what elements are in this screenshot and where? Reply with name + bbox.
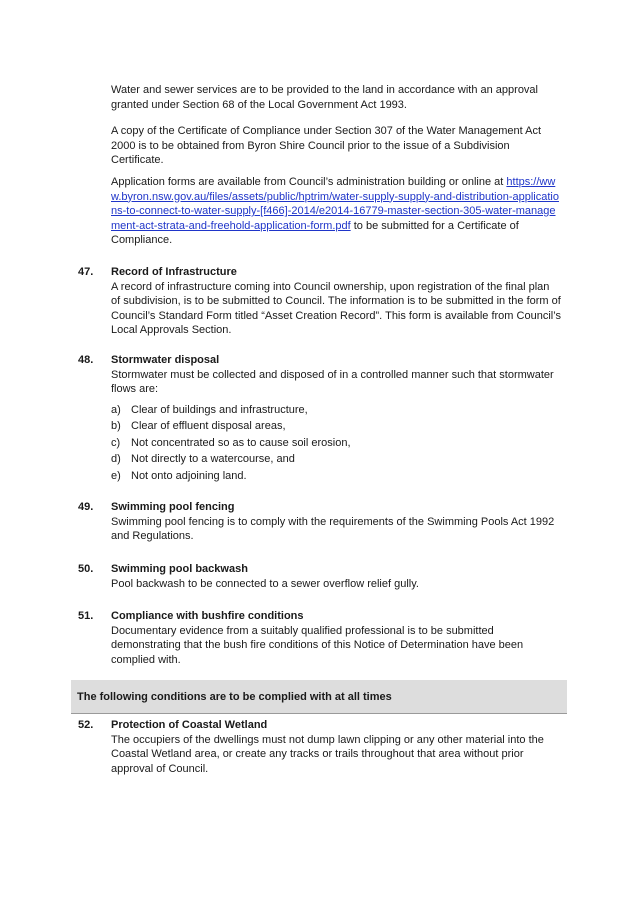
condition-49 [111,500,561,544]
condition-51-text: Documentary evidence from a suitably qualified professional is to be submitted demonstrating that the bush fire conditions of this Notice of Determination have been complied with. [111,624,524,666]
list-item: e) Not onto adjoining land. [111,469,247,482]
application-form-link[interactable]: https://www.byron.nsw.gov.au/files/assets/public/hptrim/water-supply-supply-and-distribution-applications-to-connect-to-water-supply-[f466]-2014/e2014-16779-master-section-305-water-management-act-strata-and-freehold-application-form.pdf [111,176,559,232]
intro-paragraph-3 [111,175,561,248]
condition-50-number: 50. [78,563,94,575]
condition-49-number: 49. [78,501,94,513]
list-item: c) Not concentrated so as to cause soil erosion, [111,436,351,449]
condition-48-title: Stormwater disposal [111,354,220,366]
condition-52-text: The occupiers of the dwellings must not dump lawn clipping or any other material into the Coastal Wetland area, or create any tracks or trails throughout that area without prior approval of Council. [111,733,544,775]
list-item: b) Clear of effluent disposal areas, [111,420,286,432]
condition-47-number: 47. [78,266,94,278]
condition-52-title: Protection of Coastal Wetland [111,719,268,731]
list-item: a) Clear of buildings and infrastructure, [111,403,308,416]
condition-51 [111,609,561,667]
condition-48-text: Stormwater must be collected and disposed of in a controlled manner such that stormwater flows are: [111,368,554,395]
condition-49-title: Swimming pool fencing [111,501,235,513]
section-banner-text: The following conditions are to be complied with at all times [77,690,392,703]
intro-text-before-link: Application forms are available from Council’s administration building or online at [111,176,507,188]
condition-48 [111,353,561,485]
condition-51-number: 51. [78,610,94,622]
condition-48-number: 48. [78,354,94,366]
condition-50-title: Swimming pool backwash [111,563,248,575]
condition-51-title: Compliance with bushfire conditions [111,610,304,622]
condition-47-text: A record of infrastructure coming into Council ownership, upon registration of the final plan of subdivision, is to be submitted to Council. The information is to be submitted in the form of Council’s Standard Form titled “Asset Creation Record”. This form is available from Council’s Local Approvals Section. [111,280,561,336]
condition-50 [111,562,561,591]
condition-52-number: 52. [78,719,94,731]
stormwater-list [111,403,561,484]
intro-paragraph-1: Water and sewer services are to be provided to the land in accordance with an approval granted under Section 68 of the Local Government Act 1993. [111,84,538,111]
condition-47 [111,265,561,338]
intro-text-after-link: to be submitted for a Certificate of Compliance. [111,219,519,246]
condition-49-text: Swimming pool fencing is to comply with the requirements of the Swimming Pools Act 1992 and Regulations. [111,515,555,542]
section-banner [71,680,567,714]
condition-50-text: Pool backwash to be connected to a sewer overflow relief gully. [111,577,419,590]
list-item: d) Not directly to a watercourse, and [111,453,295,465]
intro-paragraph-2: A copy of the Certificate of Compliance under Section 307 of the Water Management Act 2000 is to be obtained from Byron Shire Council prior to the issue of a Subdivision Certificate. [111,125,542,166]
condition-52 [111,718,561,776]
condition-47-title: Record of Infrastructure [111,266,237,278]
